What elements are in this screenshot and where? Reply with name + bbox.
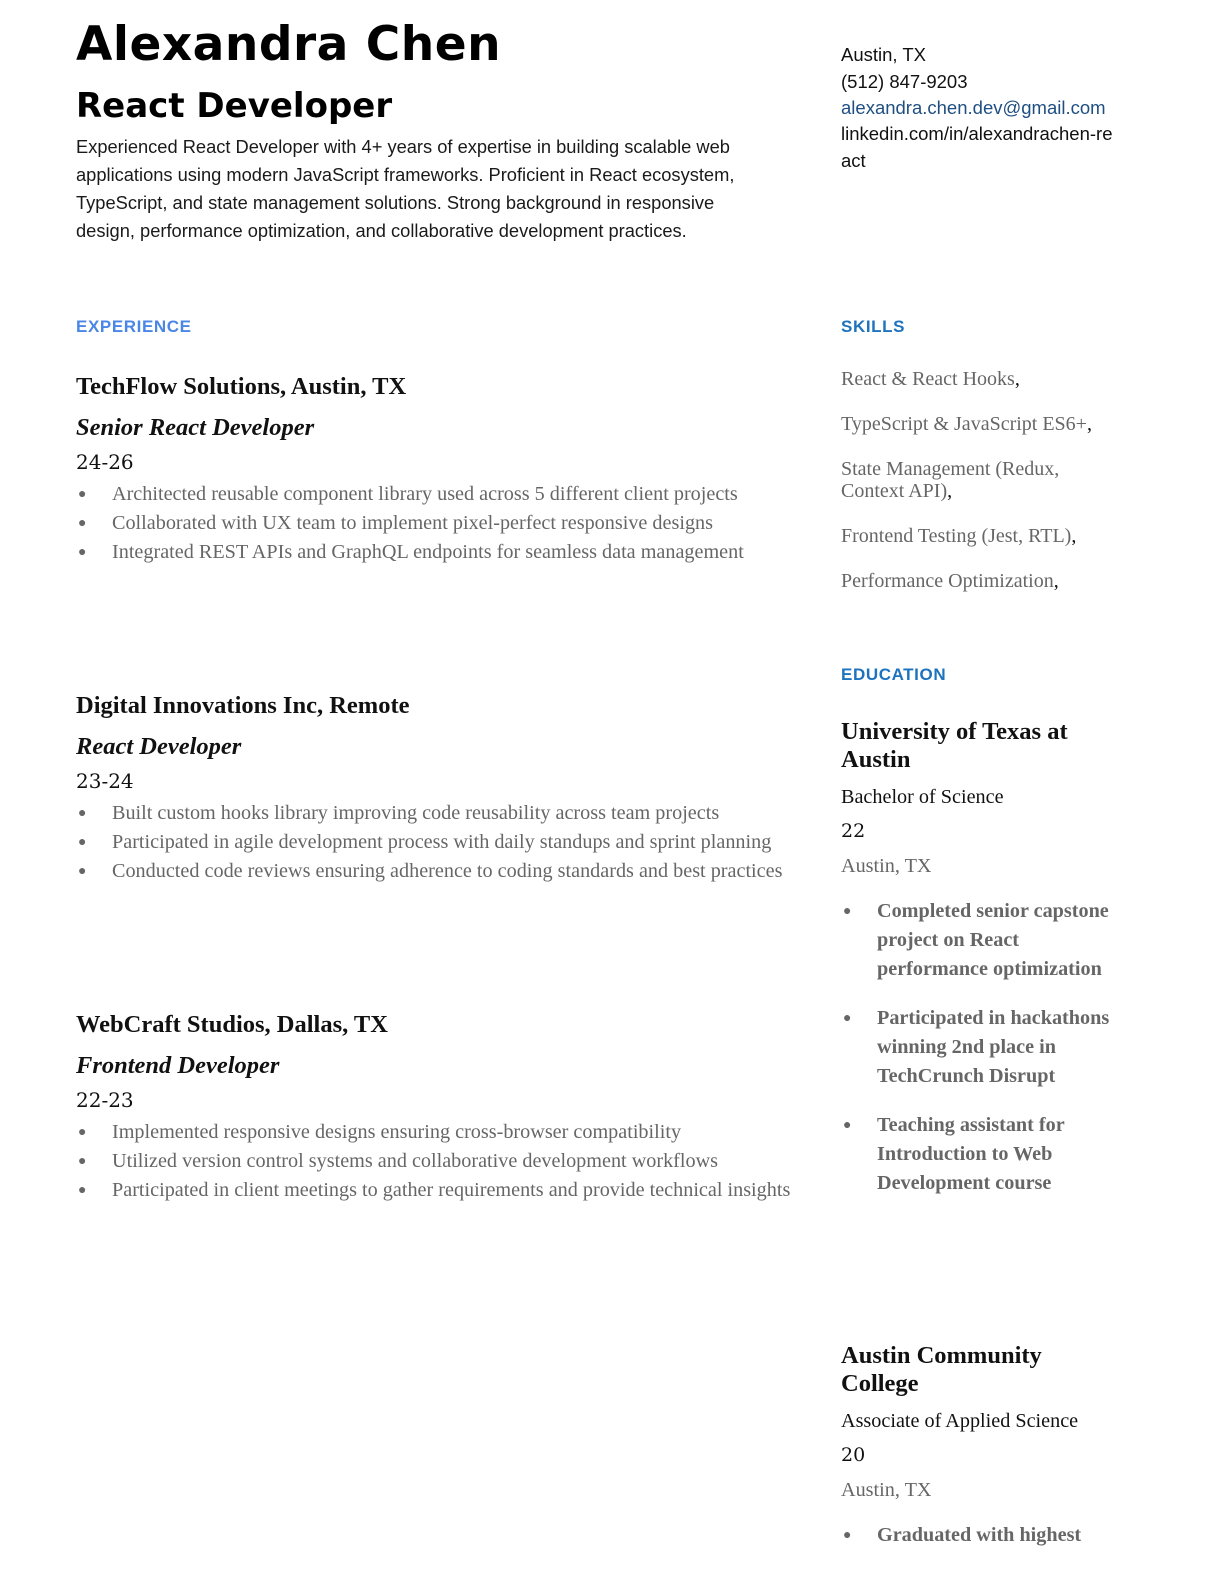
edu-year: 22 [841, 820, 866, 842]
job-dates: 22-23 [76, 1088, 134, 1112]
job-entry [76, 371, 796, 567]
job-position: React Developer [76, 733, 242, 760]
contact-linkedin: linkedin.com/in/alexandrachen-react [841, 123, 1113, 171]
job-bullet: ● Architected reusable component library used across 5 different client projects [76, 480, 796, 509]
job-bullet: ● Participated in client meetings to gather requirements and provide technical insights [76, 1176, 796, 1205]
job-bullets [76, 1118, 796, 1205]
candidate-name: Alexandra Chen [76, 17, 502, 72]
edu-year: 20 [841, 1444, 866, 1466]
bullet-icon: ● [78, 806, 87, 821]
edu-school: Austin Community College [841, 1342, 1042, 1397]
contact-location: Austin, TX [841, 44, 927, 65]
bullet-icon: ● [843, 904, 852, 919]
job-entry [76, 690, 796, 886]
job-bullet: ● Built custom hooks library improving code reusability across team projects [76, 799, 796, 828]
edu-bullet: ● Completed senior capstone project on React performance optimization [841, 897, 1116, 984]
edu-degree: Associate of Applied Science [841, 1410, 1079, 1432]
edu-location: Austin, TX [841, 855, 932, 877]
job-position: Senior React Developer [76, 414, 315, 441]
bullet-icon: ● [843, 1528, 852, 1543]
job-dates: 24-26 [76, 450, 134, 474]
contact-phone: (512) 847-9203 [841, 71, 968, 92]
job-bullets [76, 799, 796, 886]
edu-bullet: ● Participated in hackathons winning 2nd place in TechCrunch Disrupt [841, 1004, 1116, 1091]
edu-school: University of Texas at Austin [841, 718, 1068, 773]
job-bullet: ● Conducted code reviews ensuring adherence to coding standards and best practices [76, 857, 796, 886]
bullet-icon: ● [78, 864, 87, 879]
job-bullets [76, 480, 796, 567]
job-company: Digital Innovations Inc, Remote [76, 692, 410, 719]
education-entry [841, 718, 1116, 1218]
bullet-icon: ● [78, 1125, 87, 1140]
education-entry [841, 1342, 1116, 1570]
contact-email-link[interactable]: alexandra.chen.dev@gmail.com [841, 97, 1106, 118]
job-bullet: ● Implemented responsive designs ensuring cross-browser compatibility [76, 1118, 796, 1147]
job-bullet: ● Participated in agile development process with daily standups and sprint planning [76, 828, 796, 857]
skill-item: Frontend Testing (Jest, RTL), [841, 525, 1077, 547]
job-bullet: ● Integrated REST APIs and GraphQL endpoints for seamless data management [76, 538, 796, 567]
candidate-role: React Developer [76, 86, 393, 126]
job-position: Frontend Developer [76, 1052, 280, 1079]
job-entry [76, 1009, 796, 1205]
bullet-icon: ● [843, 1118, 852, 1133]
edu-location: Austin, TX [841, 1479, 932, 1501]
skills-heading: SKILLS [841, 317, 906, 336]
bullet-icon: ● [78, 1154, 87, 1169]
edu-bullet: ● Graduated with highest [841, 1521, 1116, 1550]
edu-degree: Bachelor of Science [841, 786, 1004, 808]
job-bullet: ● Utilized version control systems and collaborative development workflows [76, 1147, 796, 1176]
education-heading: EDUCATION [841, 665, 947, 684]
summary: Experienced React Developer with 4+ years of expertise in building scalable web applications using modern JavaScript frameworks. Proficient in React ecosystem, TypeScript, and state management solutions. Strong background in responsive design, performance optimization, and collaborative development practices. [76, 136, 735, 241]
job-bullet: ● Collaborated with UX team to implement pixel-perfect responsive designs [76, 509, 796, 538]
contact-block [841, 41, 1116, 174]
bullet-icon: ● [78, 516, 87, 531]
edu-bullets [841, 1521, 1116, 1550]
bullet-icon: ● [78, 545, 87, 560]
experience-heading: EXPERIENCE [76, 317, 192, 336]
bullet-icon: ● [78, 835, 87, 850]
skill-item: State Management (Redux, Context API), [841, 458, 1060, 502]
edu-bullets [841, 897, 1116, 1198]
skill-item: TypeScript & JavaScript ES6+, [841, 413, 1092, 435]
skills-list [841, 368, 1116, 615]
job-company: WebCraft Studios, Dallas, TX [76, 1011, 388, 1038]
edu-bullet: ● Teaching assistant for Introduction to Web Development course [841, 1111, 1116, 1198]
job-dates: 23-24 [76, 769, 134, 793]
skill-item: React & React Hooks, [841, 368, 1020, 390]
skill-item: Performance Optimization, [841, 570, 1059, 592]
bullet-icon: ● [843, 1011, 852, 1026]
bullet-icon: ● [78, 1183, 87, 1198]
bullet-icon: ● [78, 487, 87, 502]
job-company: TechFlow Solutions, Austin, TX [76, 373, 407, 400]
